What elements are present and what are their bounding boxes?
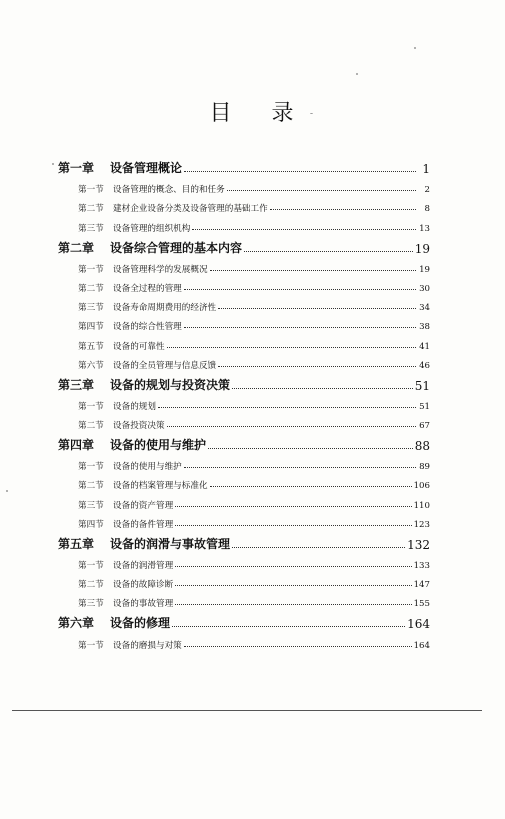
- toc-chapter-entry: [58, 154, 430, 176]
- leader-dots: [244, 250, 413, 252]
- entry-number: 第二节: [78, 580, 104, 591]
- entry-page: 41: [419, 341, 430, 352]
- entry-title: 设备的润滑与事故管理: [110, 536, 231, 551]
- toc-chapter-entry: [58, 609, 430, 631]
- entry-number: 第六章: [58, 616, 95, 631]
- table-of-contents: [58, 154, 430, 651]
- toc-section-entry: [58, 195, 430, 214]
- entry-page: 155: [413, 599, 430, 610]
- entry-page: 34: [419, 303, 430, 314]
- toc-section-entry: [58, 352, 430, 371]
- entry-page: 19: [419, 264, 430, 275]
- entry-title: 设备管理科学的发展概况: [113, 264, 208, 275]
- entry-title: 设备的润滑管理: [113, 561, 174, 571]
- leader-dots: [167, 346, 416, 348]
- entry-title: 设备管理的概念、目的和任务: [113, 185, 225, 196]
- toc-chapter-entry: [58, 530, 430, 552]
- entry-title: 设备的综合性管理: [113, 322, 182, 333]
- entry-title: 设备管理的组织机构: [113, 223, 191, 234]
- entry-title: 设备的修理: [110, 616, 171, 631]
- entry-page: 13: [419, 223, 430, 234]
- scan-speck: [310, 113, 313, 114]
- entry-page: 106: [413, 481, 430, 492]
- title-char-2: 录: [271, 101, 296, 126]
- scan-speck: [52, 163, 54, 165]
- entry-title: 设备的磨损与对策: [113, 640, 182, 651]
- entry-page: 30: [419, 283, 430, 294]
- entry-number: 第二节: [78, 481, 104, 492]
- entry-page: 2: [424, 185, 430, 196]
- leader-dots: [218, 307, 416, 309]
- leader-dots: [232, 387, 413, 389]
- leader-dots: [175, 603, 411, 605]
- entry-page: 51: [419, 401, 430, 412]
- entry-number: 第三节: [78, 303, 104, 314]
- toc-chapter-entry: [58, 431, 430, 453]
- leader-dots: [192, 228, 416, 230]
- toc-section-entry: [58, 552, 430, 571]
- entry-title: 设备的使用与维护: [113, 462, 182, 473]
- entry-title: 设备全过程的管理: [113, 283, 182, 294]
- leader-dots: [184, 645, 412, 647]
- entry-number: 第四节: [78, 519, 104, 530]
- entry-title: 建材企业设备分类及设备管理的基础工作: [113, 204, 268, 215]
- entry-title: 设备投资决策: [113, 421, 165, 432]
- entry-number: 第二节: [78, 283, 104, 294]
- entry-title: 设备的可靠性: [113, 341, 165, 352]
- entry-title: 设备的规划: [113, 401, 156, 412]
- entry-page: 1: [422, 162, 430, 176]
- toc-section-entry: [58, 256, 430, 275]
- entry-title: 设备综合管理的基本内容: [110, 240, 243, 255]
- entry-page: 132: [407, 537, 430, 552]
- entry-page: 133: [413, 561, 430, 571]
- entry-title: 设备的规划与投资决策: [110, 377, 231, 392]
- toc-section-entry: [58, 275, 430, 294]
- entry-page: 8: [424, 204, 430, 215]
- entry-page: 147: [413, 580, 430, 591]
- leader-dots: [175, 505, 411, 507]
- entry-page: 88: [414, 439, 430, 454]
- leader-dots: [208, 447, 413, 449]
- toc-section-entry: [58, 393, 430, 412]
- entry-title: 设备的使用与维护: [110, 438, 207, 453]
- entry-number: 第二节: [78, 204, 104, 215]
- entry-number: 第一节: [78, 462, 104, 473]
- leader-dots: [184, 466, 416, 468]
- toc-section-entry: [58, 631, 430, 650]
- leader-dots: [210, 269, 416, 271]
- entry-number: 第五章: [58, 536, 95, 551]
- entry-number: 第一节: [78, 640, 104, 651]
- leader-dots: [167, 425, 416, 427]
- leader-dots: [158, 406, 416, 408]
- entry-number: 第二章: [58, 240, 95, 255]
- leader-dots: [227, 189, 416, 191]
- entry-number: 第三节: [78, 599, 104, 610]
- leader-dots: [270, 208, 416, 210]
- entry-page: 164: [413, 640, 430, 651]
- leader-dots: [218, 365, 416, 367]
- toc-section-entry: [58, 214, 430, 233]
- entry-title: 设备的故障诊断: [113, 580, 174, 591]
- entry-page: 164: [407, 617, 430, 632]
- leader-dots: [184, 170, 416, 172]
- entry-number: 第三章: [58, 377, 95, 392]
- toc-section-entry: [58, 412, 430, 431]
- entry-title: 设备管理概论: [110, 161, 183, 175]
- toc-section-entry: [58, 511, 430, 530]
- entry-title: 设备的事故管理: [113, 599, 174, 610]
- toc-section-entry: [58, 294, 430, 313]
- toc-section-entry: [58, 491, 430, 510]
- toc-section-entry: [58, 176, 430, 195]
- leader-dots: [184, 288, 416, 290]
- leader-dots: [175, 524, 411, 526]
- entry-number: 第五节: [78, 341, 104, 352]
- entry-number: 第二节: [78, 421, 104, 432]
- entry-number: 第一节: [78, 264, 104, 275]
- entry-number: 第一节: [78, 561, 104, 571]
- entry-title: 设备的全员管理与信息反馈: [113, 360, 217, 371]
- entry-title: 设备的档案管理与标准化: [113, 481, 208, 492]
- title-char-1: 目: [209, 101, 234, 126]
- scan-speck: [6, 490, 8, 492]
- entry-title: 设备寿命周期费用的经济性: [113, 303, 217, 314]
- toc-chapter-entry: [58, 371, 430, 393]
- toc-chapter-entry: [58, 234, 430, 256]
- entry-number: 第一节: [78, 185, 104, 196]
- entry-number: 第四章: [58, 438, 95, 453]
- toc-section-entry: [58, 590, 430, 609]
- leader-dots: [172, 625, 405, 627]
- entry-page: 110: [413, 500, 430, 511]
- entry-title: 设备的资产管理: [113, 500, 174, 511]
- entry-page: 38: [419, 322, 430, 333]
- entry-page: 46: [419, 360, 430, 371]
- entry-number: 第三节: [78, 500, 104, 511]
- scan-speck: [356, 73, 358, 75]
- page-title: [0, 96, 505, 127]
- leader-dots: [175, 584, 411, 586]
- bottom-rule: [12, 710, 482, 711]
- entry-number: 第三节: [78, 223, 104, 234]
- toc-section-entry: [58, 472, 430, 491]
- entry-title: 设备的备件管理: [113, 519, 174, 530]
- leader-dots: [210, 485, 412, 487]
- entry-number: 第六节: [78, 360, 104, 371]
- entry-number: 第一节: [78, 401, 104, 412]
- scan-speck: [414, 47, 416, 49]
- entry-page: 89: [419, 462, 430, 473]
- entry-number: 第一章: [58, 161, 95, 175]
- toc-section-entry: [58, 332, 430, 351]
- entry-number: 第四节: [78, 322, 104, 333]
- entry-page: 67: [419, 421, 430, 432]
- leader-dots: [184, 326, 416, 328]
- entry-page: 51: [414, 378, 430, 393]
- leader-dots: [232, 546, 405, 548]
- entry-page: 19: [414, 241, 430, 256]
- toc-section-entry: [58, 313, 430, 332]
- entry-page: 123: [413, 519, 430, 530]
- toc-section-entry: [58, 571, 430, 590]
- leader-dots: [175, 565, 411, 567]
- toc-section-entry: [58, 453, 430, 472]
